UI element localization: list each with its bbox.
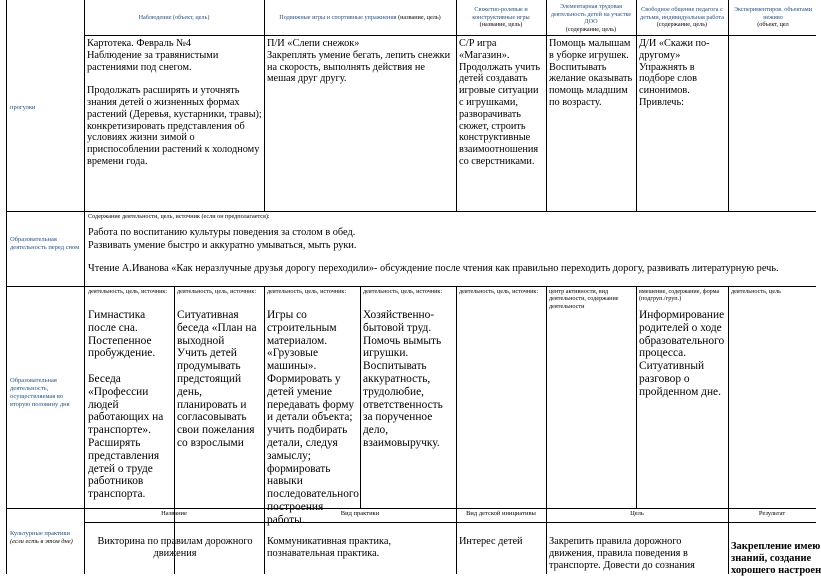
second-half-building-text: Игры со строительным материалом. «Грузовые машины». Формировать у детей умение передавать форму и детали объекта; учить подбирать детали, следуя замыслу; формировать навыки последовательного построения работы. <box>267 309 359 526</box>
cultural-kind-text: Коммуникативная практика, познавательная практика. <box>267 536 392 559</box>
second-half-label-2: деятельность, цель, источник: <box>177 288 257 295</box>
walk-role-play-text: С/Р игра «Магазин». Продолжать учить детей создавать игровые ситуации с игрушками, разворачивать сюжет, строить конструктивные взаимоотношения со сверстниками. <box>459 38 541 167</box>
second-half-housework-text: Хозяйственно-бытовой труд. Помочь вымыть игрушки. Воспитывать аккуратность, трудолюбие, ответственность за порученное дело, взаимовыручку. <box>363 309 443 449</box>
row-label-cultural: Культурные практики (если есть в этом дне) <box>10 530 73 545</box>
row-label-walk: прогулки <box>10 104 36 111</box>
row-label-second-half: Образовательная деятельность, осуществляемая во вторую половину дня <box>10 377 70 408</box>
before-sleep-line-3: Чтение А.Иванова «Как неразлучные друзья дорогу переходили»- обсуждение после чтения как правильно переходить дорогу, развивать литературную речь. <box>88 263 779 274</box>
header-communication: Свободное общение педагога с детьми, индивидуальная работа (содержание, цель) <box>640 6 724 28</box>
cultural-col-result: Результат <box>758 510 786 517</box>
header-outdoor-games: Подвижные игры и спортивные упражнения (название, цель) <box>279 14 441 21</box>
second-half-conversation-text: Ситуативная беседа «План на выходной Учить детей продумывать предстоящий день, планировать и согласовывать свои пожелания со взрослыми <box>177 309 257 449</box>
header-labor: Элементарная трудовая деятельность детей на участке ДОО (содержание, цель) <box>550 3 632 33</box>
cultural-col-name: Название <box>161 510 187 517</box>
cultural-col-goal: Цель <box>630 510 644 517</box>
before-sleep-line-1: Работа по воспитанию культуры поведения за столом в обед. <box>88 227 356 238</box>
before-sleep-label: Содержание деятельности, цель, источник (если он предполагается): <box>88 213 270 220</box>
cultural-col-kind: Вид практики <box>340 510 380 517</box>
walk-observation-text: Картотека. Февраль №4 Наблюдение за травянистыми растениями под снегом. Продолжать расширять и уточнять знания детей о жизненных формах растений (Деревья, кустарники, травы); конкретизировать представления об условиях жизни зимой о приспособлении растений к холодному времени года. <box>87 38 262 167</box>
before-sleep-line-2: Развивать умение быстро и аккуратно умываться, мыть руки. <box>88 240 357 251</box>
second-half-label-5: деятельность, цель, источник: <box>459 288 539 295</box>
cultural-goal-text: Закрепить правила дорожного движения, правила поведения в транспорте. Довести до сознания <box>549 536 695 571</box>
second-half-label-4: деятельность, цель, источник: <box>363 288 443 295</box>
walk-communication-text: Д/И «Скажи по-другому» Упражнять в подборе слов синонимов. Привлечь: <box>639 38 710 108</box>
cultural-initiative-text: Интерес детей <box>459 536 523 547</box>
second-half-label-7: вмешение, содержание, форма (подгруп./груп.) <box>639 288 720 303</box>
second-half-label-3: деятельность, цель, источник: <box>267 288 347 295</box>
row-label-before-sleep: Образовательная деятельность перед сном <box>10 236 80 251</box>
walk-labor-text: Помощь малышам в уборке игрушек. Воспитывать желание оказывать помощь младшим по возрасту. <box>549 38 633 108</box>
second-half-parents-text: Информирование родителей о ходе образовательного процесса. Ситуативный разговор о пройденном дне. <box>639 309 725 398</box>
second-half-label-8: деятельность, цель <box>731 288 781 295</box>
walk-games-text: П/И «Слепи снежок» Закреплять умение бегать, лепить снежки на скорость, выполнять действия не мешая друг другу. <box>267 38 451 85</box>
cultural-result-text: Закрепление имею знаний, создание хорошего настроен <box>731 541 821 576</box>
header-role-games: Сюжетно-ролевые и конструктивные игры (название, цель) <box>472 6 530 28</box>
header-experiment: Экспериментиров. объектами неживо (объект, цел <box>733 6 813 28</box>
cultural-name-text: Викторина по правилам дорожного движения <box>97 536 253 559</box>
cultural-col-initiative: Вид детской инициативы <box>466 510 536 517</box>
second-half-label-1: деятельность, цель, источник: <box>88 288 168 295</box>
header-observation: Наблюдение (объект, цель) <box>138 14 210 21</box>
second-half-label-6: центр активности, вид деятельности, содержание деятельности <box>549 288 619 310</box>
second-half-gymnastics-text: Гимнастика после сна. Постепенное пробуждение. Беседа «Профессии людей работающих на транспорте». Расширять представления детей о труде работников транспорта. <box>88 309 164 501</box>
